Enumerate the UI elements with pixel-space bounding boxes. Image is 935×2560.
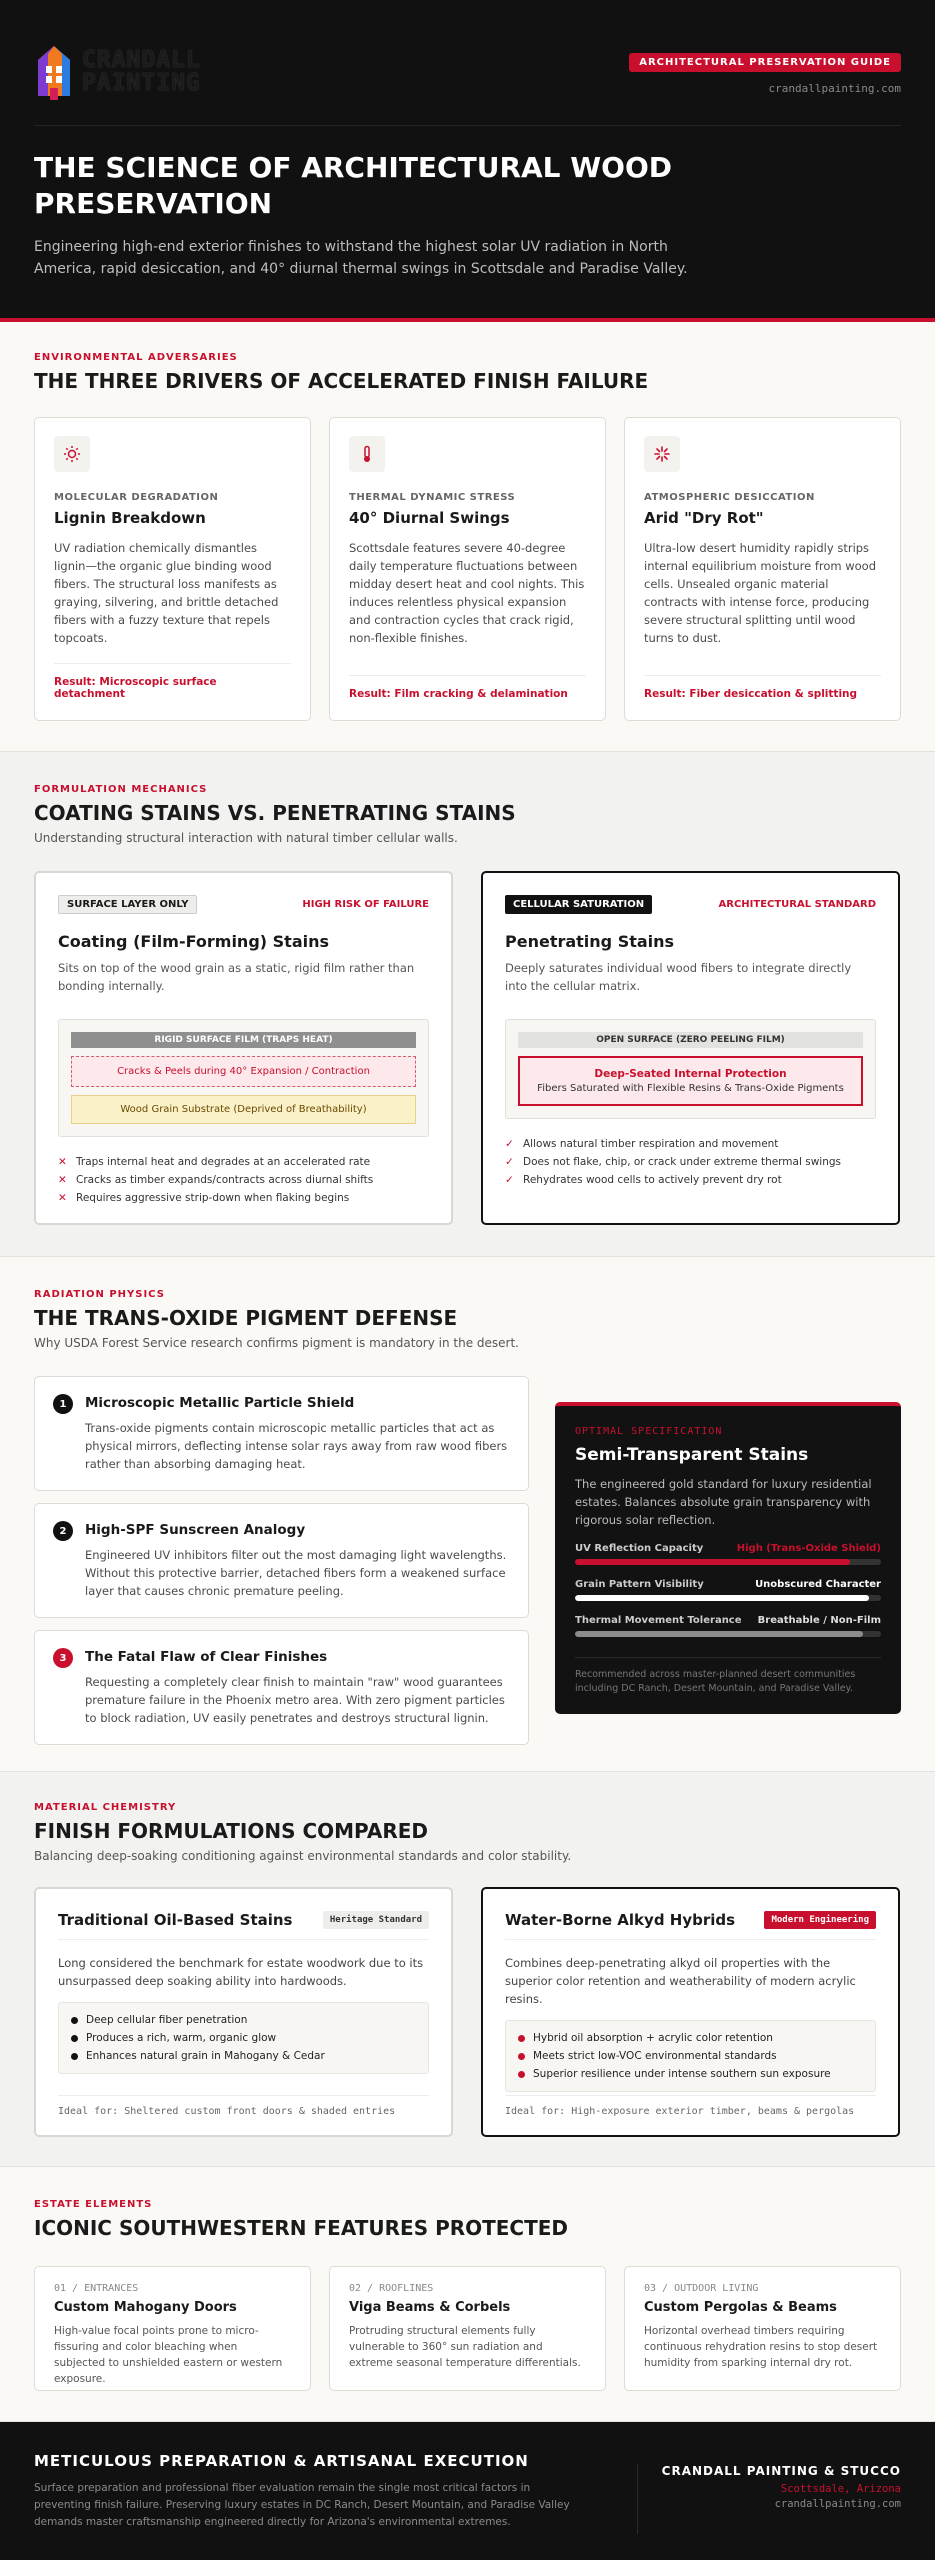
list-item: ✓ Rehydrates wood cells to actively prevent dry rot: [505, 1171, 876, 1189]
bullet-icon: [518, 2071, 525, 2078]
sun-icon: [54, 436, 90, 472]
guide-badge: ARCHITECTURAL PRESERVATION GUIDE: [629, 53, 901, 72]
meter-track: [575, 1559, 881, 1565]
penetrating-tag: CELLULAR SATURATION: [505, 895, 652, 914]
list-item: Meets strict low-VOC environmental standards: [518, 2047, 863, 2065]
open-surface-layer: OPEN SURFACE (ZERO PEELING FILM): [518, 1032, 863, 1048]
spec-note: Recommended across master-planned desert communities including DC Ranch, Desert Mountain, and Paradise Valley.: [575, 1657, 881, 1696]
rigid-film-layer: RIGID SURFACE FILM (TRAPS HEAT): [71, 1032, 416, 1048]
check-icon: ✓: [505, 1156, 514, 1168]
footer-left: [34, 2452, 574, 2535]
meter-label: UV Reflection Capacity: [575, 1543, 704, 1554]
oil-desc: Long considered the benchmark for estate woodwork due to its unsurpassed deep soaking ability into hardwoods.: [58, 1956, 424, 1988]
list-item: ✕ Cracks as timber expands/contracts across diurnal shifts: [58, 1171, 429, 1189]
finish-section: [0, 1772, 935, 2167]
coating-risk: HIGH RISK OF FAILURE: [302, 899, 429, 910]
meter-track: [575, 1631, 881, 1637]
feature-card-doors: [34, 2266, 311, 2391]
alkyd-desc: Combines deep-penetrating alkyd oil properties with the superior color retention and weatherability of modern acrylic resins.: [505, 1956, 856, 2006]
bullet-icon: [518, 2035, 525, 2042]
feature-title: Custom Mahogany Doors: [54, 2300, 237, 2315]
bullet-icon: [71, 2035, 78, 2042]
meter-label: Thermal Movement Tolerance: [575, 1615, 742, 1626]
penetrating-stains-card: [481, 871, 900, 1225]
meter-fill: [575, 1595, 869, 1601]
list-item: Deep cellular fiber penetration: [71, 2011, 416, 2029]
coating-card-header: [58, 895, 429, 914]
house-logo-icon: [34, 44, 74, 100]
meter-grain-visibility: [575, 1579, 881, 1601]
penetrating-title: Penetrating Stains: [505, 932, 675, 951]
coating-tag: SURFACE LAYER ONLY: [58, 895, 197, 914]
spec-kicker: OPTIMAL SPECIFICATION: [575, 1426, 723, 1437]
pigment-eyebrow: RADIATION PHYSICS: [34, 1289, 165, 1300]
thermometer-icon: [349, 436, 385, 472]
feature-number: 01 / ENTRANCES: [54, 2283, 139, 2294]
coating-desc: Sits on top of the wood grain as a static, rigid film rather than bonding internally.: [58, 961, 415, 993]
penetrating-points: [505, 1135, 876, 1189]
penetrating-card-header: [505, 895, 876, 914]
list-item: ✓ Does not flake, chip, or crack under extreme thermal swings: [505, 1153, 876, 1171]
list-item: Superior resilience under intense southern sun exposure: [518, 2065, 863, 2083]
list-item: ✓ Allows natural timber respiration and movement: [505, 1135, 876, 1153]
pigment-item-clear-finishes: [34, 1630, 529, 1745]
driver-title: Arid "Dry Rot": [644, 509, 764, 527]
meter-track: [575, 1595, 881, 1601]
feature-title: Custom Pergolas & Beams: [644, 2300, 837, 2315]
logo-text-line2: PAINTING: [82, 70, 201, 96]
footer-body: Surface preparation and professional fiber evaluation remain the single most critical factors in preventing finish failure. Preserving luxury estates in DC Ranch, Desert Mountain, and Paradise Valley demands master craftsmanship engineered directly for Arizona's environmental extremes.: [34, 2482, 570, 2528]
driver-title: Lignin Breakdown: [54, 509, 206, 527]
list-item: ✕ Requires aggressive strip-down when flaking begins: [58, 1189, 429, 1207]
driver-card-diurnal: [329, 417, 606, 721]
step-number: 2: [53, 1521, 73, 1541]
penetrating-desc: Deeply saturates individual wood fibers to integrate directly into the cellular matrix.: [505, 961, 852, 993]
drivers-cards: [34, 417, 901, 721]
formulation-cards: [34, 871, 901, 1225]
alkyd-ideal: Ideal for: High-exposure exterior timber, beams & pergolas: [505, 2095, 876, 2117]
coating-diagram: [58, 1019, 429, 1137]
alkyd-points: [505, 2020, 876, 2092]
pigment-content: [34, 1376, 901, 1745]
step-number: 3: [53, 1648, 73, 1668]
oil-card-header: [58, 1911, 429, 1940]
meter-value: Breathable / Non-Film: [757, 1615, 881, 1626]
x-icon: ✕: [58, 1192, 67, 1204]
pigment-item-sunscreen: [34, 1503, 529, 1618]
list-item: Produces a rich, warm, organic glow: [71, 2029, 416, 2047]
coating-points: [58, 1153, 429, 1207]
driver-result: Result: Microscopic surface detachment: [54, 663, 291, 700]
formulation-subtitle: Understanding structural interaction with natural timber cellular walls.: [34, 831, 458, 845]
list-item: Enhances natural grain in Mahogany & Cedar: [71, 2047, 416, 2065]
page-title: THE SCIENCE OF ARCHITECTURAL WOOD PRESERVATION: [34, 151, 672, 220]
list-item: ✕ Traps internal heat and degrades at an accelerated rate: [58, 1153, 429, 1171]
feature-number: 03 / OUTDOOR LIVING: [644, 2283, 759, 2294]
formulation-title: COATING STAINS VS. PENETRATING STAINS: [34, 801, 516, 825]
formulation-eyebrow: FORMULATION MECHANICS: [34, 784, 208, 795]
penetrating-diagram: [505, 1019, 876, 1119]
coating-stains-card: [34, 871, 453, 1225]
alkyd-tag: Modern Engineering: [764, 1911, 876, 1929]
feature-body: Horizontal overhead timbers requiring continuous rehydration resins to stop desert humidity from sparking internal dry rot.: [644, 2325, 878, 2369]
logo-text-line1: CRANDALL: [82, 47, 201, 73]
finish-subtitle: Balancing deep-soaking conditioning against environmental standards and color stability.: [34, 1849, 572, 1863]
brand-logo[interactable]: [34, 44, 201, 100]
feature-number: 02 / ROOFLINES: [349, 2283, 434, 2294]
pigment-item-body: Trans-oxide pigments contain microscopic metallic particles that act as physical mirrors, deflecting intense solar rays away from raw wood fibers rather than absorbing damaging heat.: [85, 1421, 508, 1471]
pigment-item-body: Requesting a completely clear finish to maintain "raw" wood guarantees premature failure in the Phoenix metro area. With zero pigment particles to block radiation, UV easily penetrates and destroys structural lignin.: [85, 1675, 505, 1725]
deep-protection-layer: [518, 1056, 863, 1106]
optimal-spec-panel: [555, 1402, 901, 1714]
drivers-eyebrow: ENVIRONMENTAL ADVERSARIES: [34, 352, 238, 363]
deep-protection-sub: Fibers Saturated with Flexible Resins & Trans-Oxide Pigments: [537, 1083, 844, 1094]
pigment-item-body: Engineered UV inhibitors filter out the most damaging light wavelengths. Without this protective barrier, detached fibers form a weakened surface layer that causes chronic premature peeling.: [85, 1548, 507, 1598]
meter-fill: [575, 1631, 863, 1637]
driver-title: 40° Diurnal Swings: [349, 509, 510, 527]
oil-ideal: Ideal for: Sheltered custom front doors & shaded entries: [58, 2095, 429, 2117]
footer-title: METICULOUS PREPARATION & ARTISANAL EXECUTION: [34, 2452, 529, 2470]
site-url[interactable]: crandallpainting.com: [768, 82, 901, 95]
pigment-item-title: Microscopic Metallic Particle Shield: [85, 1395, 355, 1411]
driver-category: MOLECULAR DEGRADATION: [54, 492, 219, 503]
alkyd-hybrid-card: [481, 1887, 900, 2137]
pigment-section: [0, 1257, 935, 1772]
features-eyebrow: ESTATE ELEMENTS: [34, 2199, 153, 2210]
driver-body: UV radiation chemically dismantles lignin—the organic glue binding wood fibers. The structural loss manifests as graying, silvering, and brittle detached fibers with a fuzzy texture that repels topcoats.: [54, 541, 279, 645]
penetrating-standard: ARCHITECTURAL STANDARD: [718, 899, 876, 910]
x-icon: ✕: [58, 1174, 67, 1186]
driver-body: Ultra-low desert humidity rapidly strips internal equilibrium moisture from wood cells. Unsealed organic material contracts with intense force, producing severe structural splitting until wood turns to dust.: [644, 541, 877, 645]
formulation-section: [0, 752, 935, 1257]
spec-meters: [575, 1543, 881, 1637]
wood-substrate-layer: Wood Grain Substrate (Deprived of Breathability): [71, 1095, 416, 1124]
features-section: [0, 2167, 935, 2422]
footer-location: Scottsdale, Arizona: [780, 2483, 901, 2495]
pigment-item-particle-shield: [34, 1376, 529, 1491]
driver-card-lignin: [34, 417, 311, 721]
oil-title: Traditional Oil-Based Stains: [58, 1911, 293, 1929]
hero-header: [0, 0, 935, 322]
deep-protection-title: Deep-Seated Internal Protection: [594, 1068, 787, 1080]
meter-thermal-tolerance: [575, 1615, 881, 1637]
driver-body: Scottsdale features severe 40-degree daily temperature fluctuations between midday desert heat and cool nights. This induces relentless physical expansion and contraction cycles that crack rigid, non-flexible finishes.: [349, 541, 585, 645]
driver-category: ATMOSPHERIC DESICCATION: [644, 492, 815, 503]
bullet-icon: [71, 2053, 78, 2060]
footer-url[interactable]: crandallpainting.com: [774, 2498, 901, 2510]
alkyd-title: Water-Borne Alkyd Hybrids: [505, 1911, 736, 1929]
pigment-title: THE TRANS-OXIDE PIGMENT DEFENSE: [34, 1306, 458, 1330]
meter-uv-reflection: [575, 1543, 881, 1565]
check-icon: ✓: [505, 1174, 514, 1186]
drivers-title: THE THREE DRIVERS OF ACCELERATED FINISH FAILURE: [34, 369, 649, 393]
feature-cards: [34, 2266, 901, 2391]
bullet-icon: [71, 2017, 78, 2024]
oil-points: [58, 2002, 429, 2074]
driver-result: Result: Film cracking & delamination: [349, 675, 586, 700]
driver-result: Result: Fiber desiccation & splitting: [644, 675, 881, 700]
oil-based-card: [34, 1887, 453, 2137]
logo-wordmark: [82, 49, 201, 95]
meter-value: High (Trans-Oxide Shield): [736, 1543, 881, 1554]
hero-top-bar: [34, 36, 901, 126]
oil-tag: Heritage Standard: [323, 1911, 429, 1929]
meter-value: Unobscured Character: [755, 1579, 881, 1590]
alkyd-card-header: [505, 1911, 876, 1940]
finish-eyebrow: MATERIAL CHEMISTRY: [34, 1802, 177, 1813]
hero-right: [629, 50, 901, 95]
footer: [0, 2422, 935, 2560]
meter-label: Grain Pattern Visibility: [575, 1579, 704, 1590]
pigment-list: [34, 1376, 529, 1745]
driver-card-dry-rot: [624, 417, 901, 721]
spec-title: Semi-Transparent Stains: [575, 1445, 809, 1465]
crack-layer: Cracks & Peels during 40° Expansion / Contraction: [71, 1056, 416, 1087]
feature-body: Protruding structural elements fully vulnerable to 360° sun radiation and extreme seasonal temperature differentials.: [349, 2325, 581, 2369]
bullet-icon: [518, 2053, 525, 2060]
driver-category: THERMAL DYNAMIC STRESS: [349, 492, 516, 503]
page-subtitle: Engineering high-end exterior finishes to withstand the highest solar UV radiation in North America, rapid desiccation, and 40° diurnal thermal swings in Scottsdale and Paradise Valley.: [34, 239, 688, 277]
pigment-item-title: High-SPF Sunscreen Analogy: [85, 1522, 306, 1538]
feature-card-pergolas: [624, 2266, 901, 2391]
feature-body: High-value focal points prone to micro-fissuring and color bleaching when subjected to unshielded eastern or western exposure.: [54, 2325, 283, 2385]
list-item: Hybrid oil absorption + acrylic color retention: [518, 2029, 863, 2047]
footer-right: [637, 2464, 901, 2534]
x-icon: ✕: [58, 1156, 67, 1168]
coating-title: Coating (Film-Forming) Stains: [58, 932, 330, 951]
features-title: ICONIC SOUTHWESTERN FEATURES PROTECTED: [34, 2216, 569, 2240]
meter-fill: [575, 1559, 850, 1565]
feature-card-vigas: [329, 2266, 606, 2391]
pigment-subtitle: Why USDA Forest Service research confirms pigment is mandatory in the desert.: [34, 1336, 519, 1350]
footer-company: CRANDALL PAINTING & STUCCO: [661, 2464, 901, 2478]
drivers-section: [0, 322, 935, 752]
spec-body: The engineered gold standard for luxury residential estates. Balances absolute grain transparency with rigorous solar reflection.: [575, 1477, 872, 1527]
burst-icon: [644, 436, 680, 472]
feature-title: Viga Beams & Corbels: [349, 2300, 511, 2315]
finish-title: FINISH FORMULATIONS COMPARED: [34, 1819, 429, 1843]
check-icon: ✓: [505, 1138, 514, 1150]
step-number: 1: [53, 1394, 73, 1414]
pigment-item-title: The Fatal Flaw of Clear Finishes: [85, 1649, 328, 1665]
finish-cards: [34, 1887, 901, 2137]
